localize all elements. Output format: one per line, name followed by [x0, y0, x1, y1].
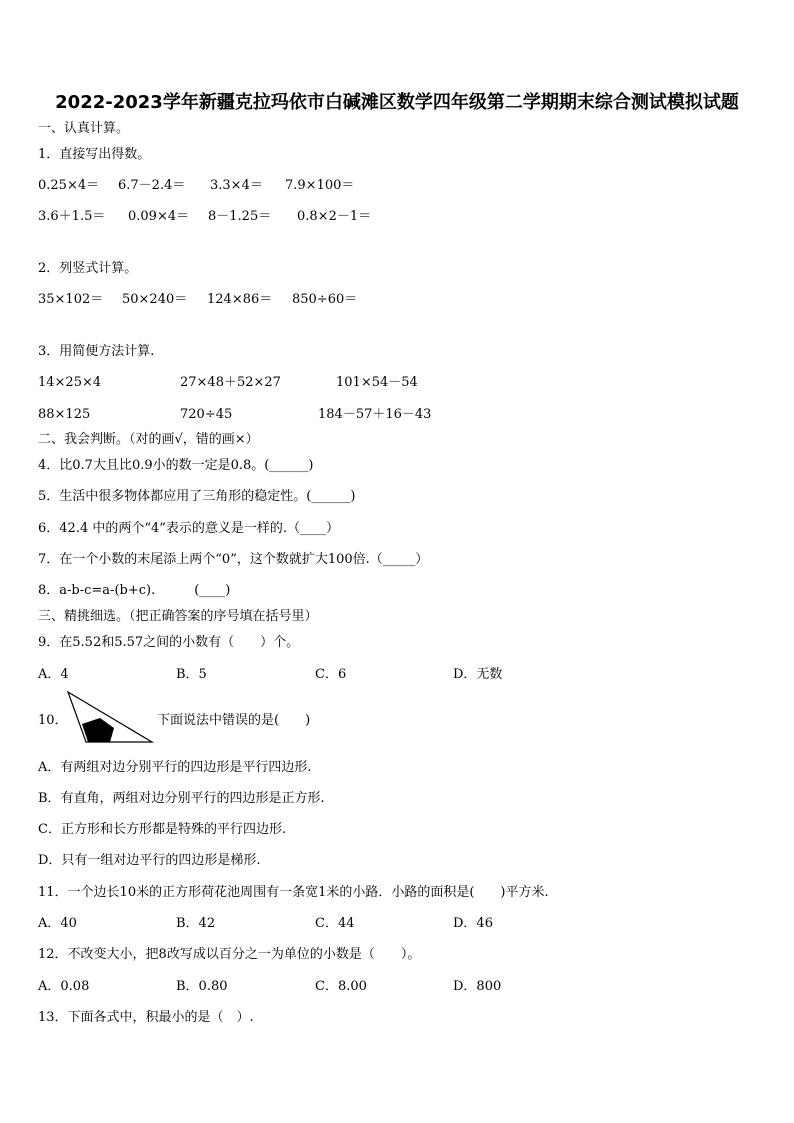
q11-option-b: B．42 — [176, 916, 216, 931]
question-9-text: 9．在5.52和5.57之间的小数有（ ）个。 — [38, 635, 300, 650]
q10-option-a: A．有两组对边分别平行的四边形是平行四边形. — [38, 760, 312, 775]
q10-option-c: C．正方形和长方形都是特殊的平行四边形. — [38, 822, 287, 837]
q2-item-4: 850÷60＝ — [292, 292, 358, 307]
question-11-text: 11．一个边长10米的正方形荷花池周围有一条宽1米的小路．小路的面积是( )平方米. — [38, 885, 549, 900]
q1-item-4: 7.9×100＝ — [285, 178, 355, 193]
q3-item-2: 27×48＋52×27 — [180, 375, 281, 390]
judge-question-8: 8．a-b-c=a-(b+c). (____) — [38, 583, 231, 598]
q9-option-b: B．5 — [176, 667, 207, 682]
question-13-text: 13．下面各式中，积最小的是（ ）. — [38, 1010, 254, 1025]
q2-item-2: 50×240＝ — [122, 292, 188, 307]
q9-option-c: C．6 — [315, 667, 347, 682]
question-10-number: 10． — [38, 713, 68, 728]
question-2-label: 2．列竖式计算。 — [38, 261, 138, 276]
q10-option-d: D．只有一组对边平行的四边形是梯形. — [38, 853, 261, 868]
q3-item-3: 101×54－54 — [336, 375, 418, 390]
judge-question-4: 4．比0.7大且比0.9小的数一定是0.8。(______) — [38, 458, 314, 473]
q1-item-7: 8－1.25＝ — [208, 209, 272, 224]
q1-item-3: 3.3×4＝ — [210, 178, 263, 193]
q2-item-1: 35×102＝ — [38, 292, 104, 307]
q1-item-5: 3.6＋1.5＝ — [38, 209, 106, 224]
q12-option-a: A．0.08 — [38, 979, 90, 994]
section-heading-3: 三、精挑细选。（把正确答案的序号填在括号里） — [38, 609, 318, 624]
judge-question-6: 6．42.4 中的两个“4”表示的意义是一样的.（____） — [38, 521, 340, 536]
black-shape — [82, 718, 114, 742]
q9-option-d: D．无数 — [453, 667, 503, 682]
q3-item-6: 184－57＋16－43 — [318, 407, 432, 422]
q9-option-a: A．4 — [38, 667, 69, 682]
q11-option-d: D．46 — [453, 916, 493, 931]
page-title: 2022-2023学年新疆克拉玛依市白碱滩区数学四年级第二学期期末综合测试模拟试题 — [55, 92, 739, 113]
q1-item-1: 0.25×4＝ — [38, 178, 100, 193]
question-3-label: 3．用简便方法计算. — [38, 344, 155, 359]
q11-option-a: A．40 — [38, 916, 77, 931]
section-heading-1: 一、认真计算。 — [38, 121, 130, 136]
triangle-figure — [66, 690, 156, 744]
question-10-text: 下面说法中错误的是( ) — [157, 713, 311, 728]
question-1-label: 1．直接写出得数。 — [38, 147, 151, 162]
q1-item-8: 0.8×2－1＝ — [297, 209, 372, 224]
q12-option-c: C．8.00 — [315, 979, 367, 994]
q2-item-3: 124×86＝ — [207, 292, 273, 307]
q3-item-5: 720÷45 — [180, 407, 233, 422]
question-12-text: 12．不改变大小，把8改写成以百分之一为单位的小数是（ ）。 — [38, 947, 421, 962]
judge-question-7: 7．在一个小数的末尾添上两个“0”，这个数就扩大100倍.（_____） — [38, 552, 429, 567]
q3-item-1: 14×25×4 — [38, 375, 102, 390]
q12-option-b: B．0.80 — [176, 979, 228, 994]
q1-item-6: 0.09×4＝ — [128, 209, 190, 224]
q12-option-d: D．800 — [453, 979, 502, 994]
q3-item-4: 88×125 — [38, 407, 91, 422]
q1-item-2: 6.7－2.4＝ — [118, 178, 186, 193]
section-heading-2: 二、我会判断。（对的画√，错的画×） — [38, 432, 259, 447]
judge-question-5: 5．生活中很多物体都应用了三角形的稳定性。(______) — [38, 489, 356, 504]
q11-option-c: C．44 — [315, 916, 355, 931]
q10-option-b: B．有直角，两组对边分别平行的四边形是正方形. — [38, 791, 325, 806]
